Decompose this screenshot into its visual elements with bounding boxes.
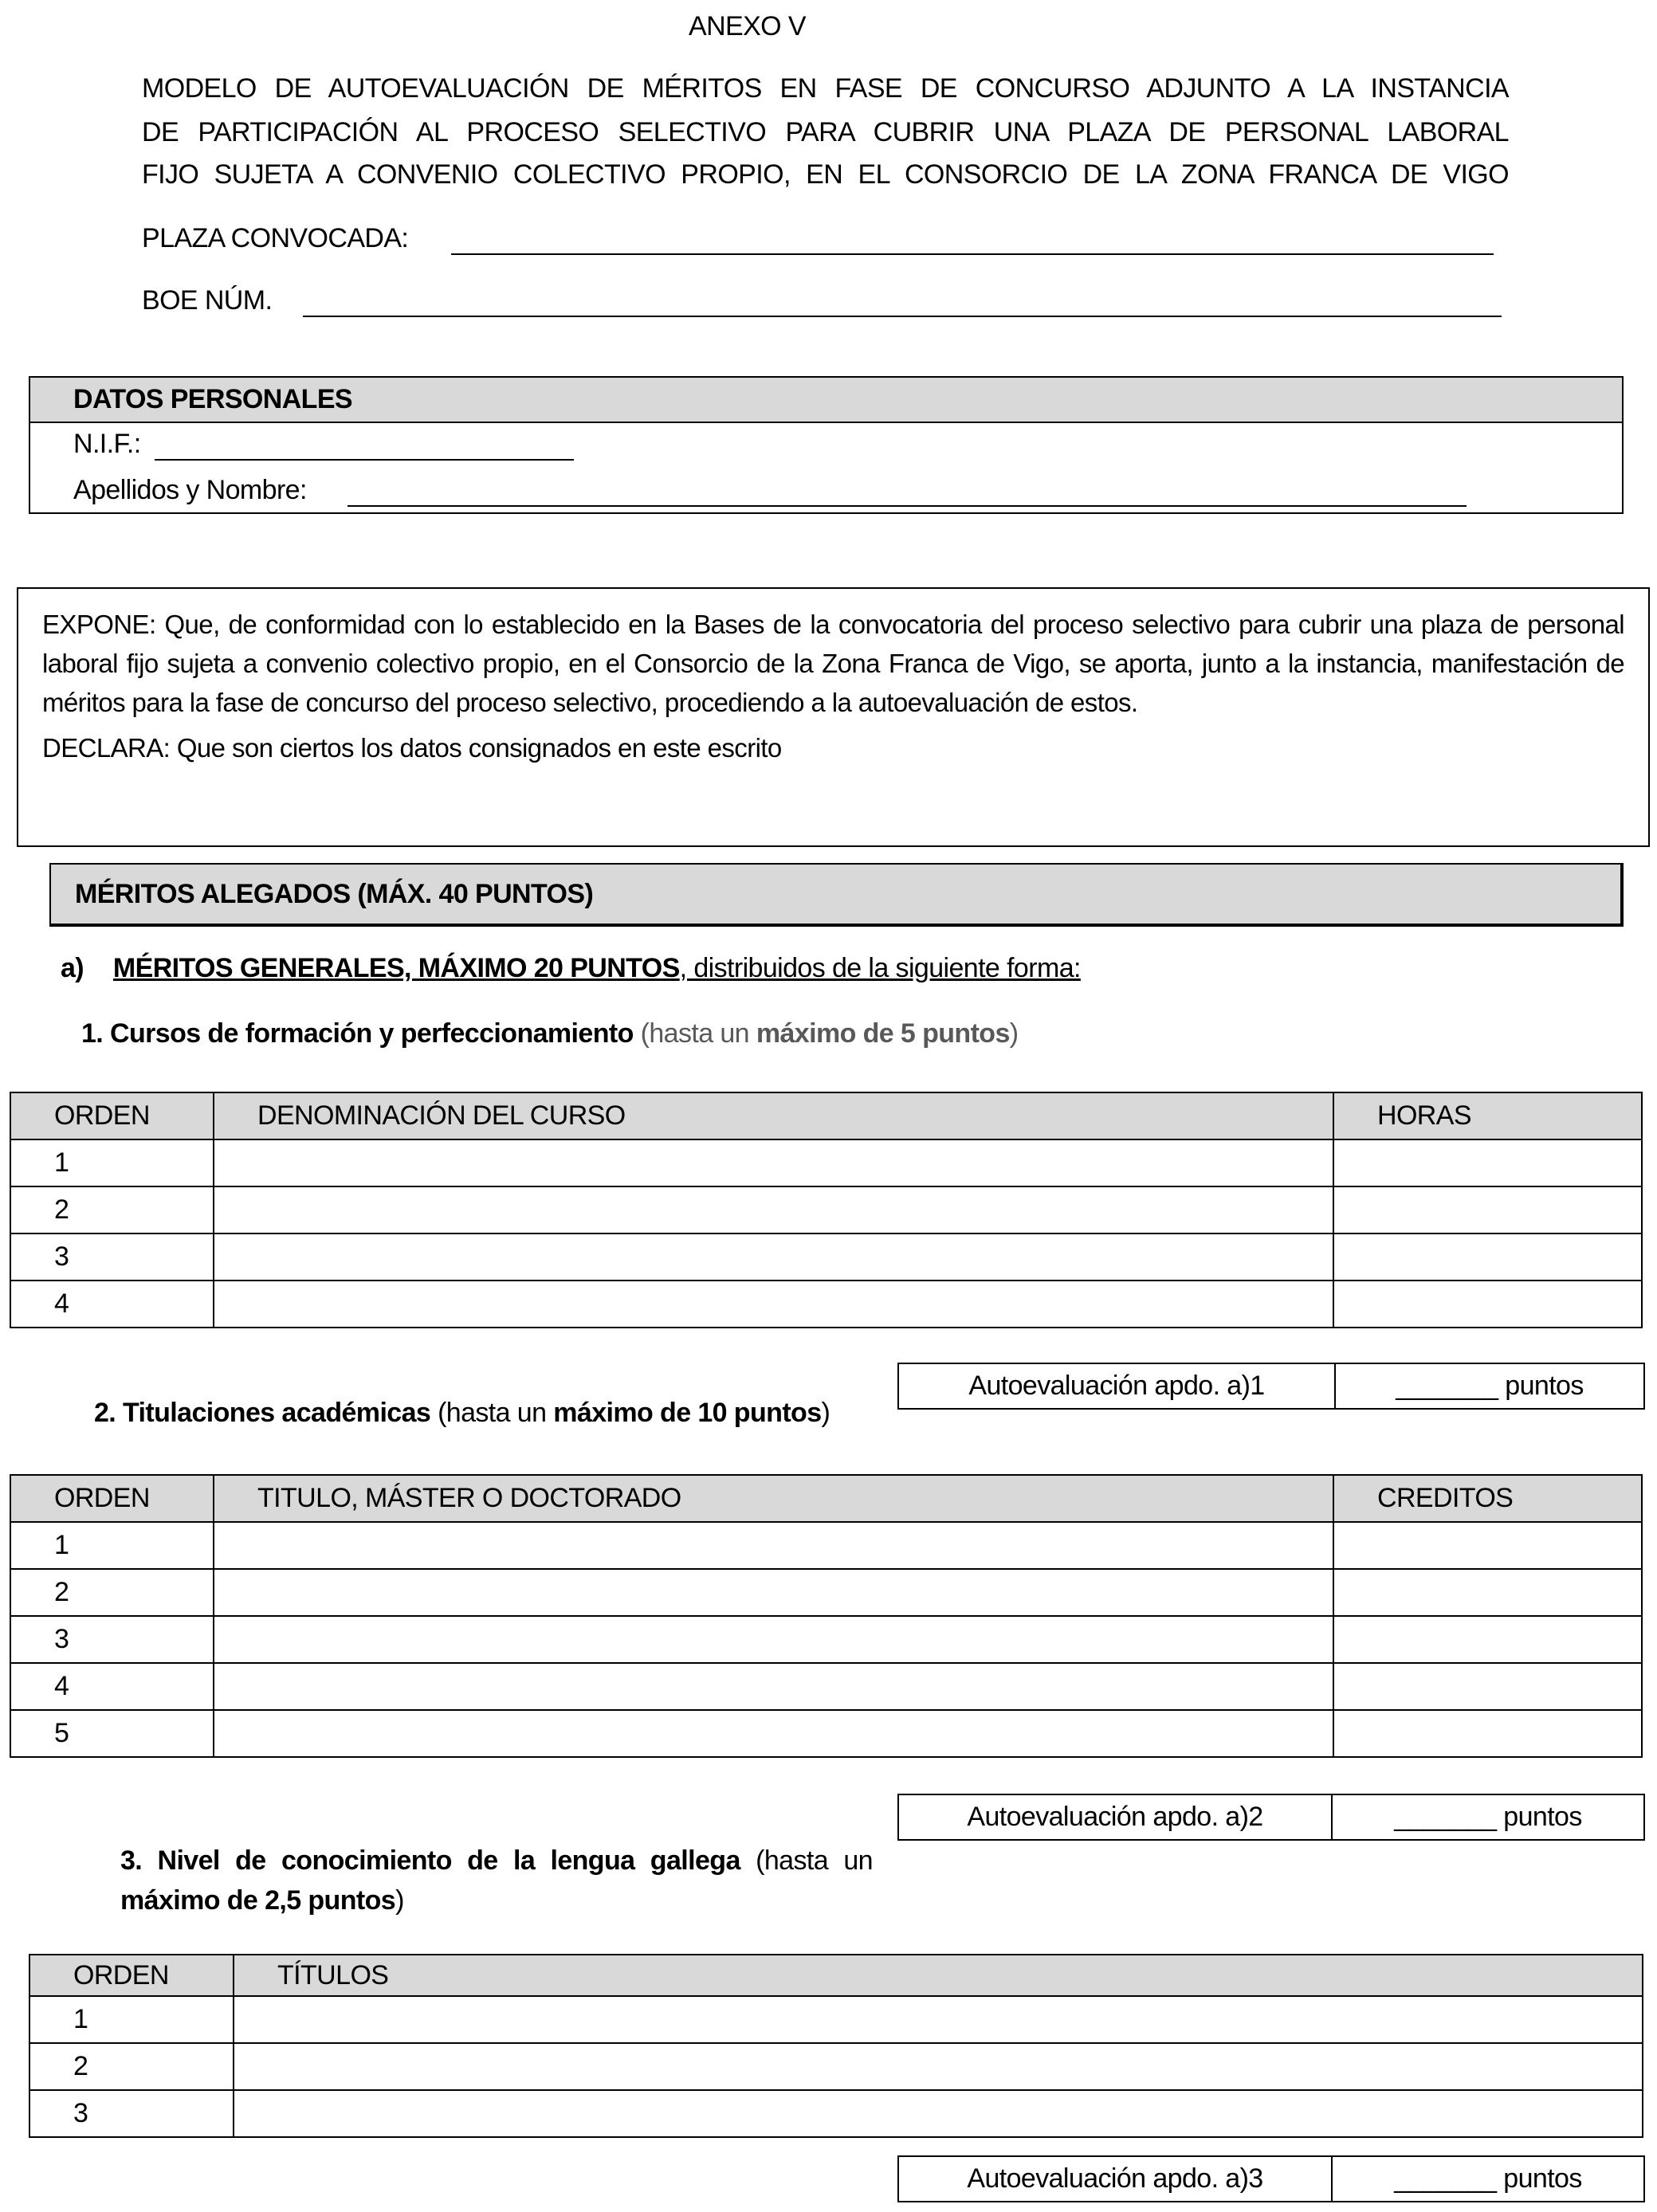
- s3-bold: máximo de 2,5 puntos: [120, 1885, 396, 1916]
- table-row: 3: [10, 1616, 1642, 1663]
- form-title-line-2: DE PARTICIPACIÓN AL PROCESO SELECTIVO PARA CUBRIR UNA PLAZA DE PERSONAL LABORAL: [142, 117, 1509, 147]
- th-titulos: TÍTULOS: [234, 1955, 1643, 1996]
- self-eval-a1-label: Autoevaluación apdo. a)1: [899, 1364, 1336, 1408]
- th-orden: ORDEN: [29, 1955, 234, 1996]
- th-horas: HORAS: [1333, 1092, 1642, 1139]
- form-title-line-1: MODELO DE AUTOEVALUACIÓN DE MÉRITOS EN FASE DE CONCURSO ADJUNTO A LA INSTANCIA: [142, 73, 1509, 104]
- th-orden: ORDEN: [10, 1092, 214, 1139]
- th-orden: ORDEN: [10, 1475, 214, 1522]
- self-eval-a1-value[interactable]: _______ puntos: [1396, 1371, 1584, 1401]
- merits-title: MÉRITOS ALEGADOS (MÁX. 40 PUNTOS): [49, 863, 1624, 927]
- s2-title: 2. Titulaciones académicas: [94, 1398, 431, 1428]
- table-row: 1: [10, 1522, 1642, 1569]
- s1-bold: máximo de 5 puntos: [756, 1018, 1010, 1049]
- name-field[interactable]: [347, 483, 1467, 507]
- declara-text: DECLARA: Que son ciertos los datos consignados en este escrito: [42, 733, 782, 763]
- table-row: 3: [10, 1233, 1642, 1281]
- s3-heading: [120, 1841, 873, 1920]
- table-row: 4: [10, 1663, 1642, 1710]
- table-row: 5: [10, 1710, 1642, 1757]
- s1-heading: [81, 1018, 1019, 1049]
- table-row: 2: [10, 1186, 1642, 1233]
- nif-label: N.I.F.:: [73, 429, 141, 459]
- section-a-marker: a): [61, 953, 84, 983]
- th-curso: DENOMINACIÓN DEL CURSO: [214, 1092, 1333, 1139]
- table-row: 1: [10, 1139, 1642, 1186]
- s1-title: 1. Cursos de formación y perfeccionamiento: [81, 1018, 634, 1049]
- self-eval-a3-value[interactable]: _______ puntos: [1394, 2163, 1582, 2194]
- s2-heading: [94, 1398, 830, 1429]
- self-eval-a2-value[interactable]: _______ puntos: [1394, 1802, 1582, 1832]
- self-eval-a3-label: Autoevaluación apdo. a)3: [899, 2157, 1333, 2201]
- courses-table: [10, 1092, 1643, 1328]
- expone-box: [17, 587, 1650, 847]
- table-row: 4: [10, 1281, 1642, 1328]
- self-eval-a2-label: Autoevaluación apdo. a)2: [899, 1795, 1333, 1839]
- section-a-heading: [61, 953, 1081, 984]
- plaza-label: PLAZA CONVOCADA:: [142, 223, 409, 253]
- self-eval-a3: [897, 2155, 1645, 2202]
- s3-p1: (hasta un: [740, 1845, 873, 1876]
- s3-title: 3. Nivel de conocimiento de la lengua gallega: [120, 1845, 740, 1876]
- s1-p1: (hasta un: [633, 1018, 756, 1049]
- table-row: 2: [10, 1569, 1642, 1616]
- personal-data-title: DATOS PERSONALES: [30, 378, 1622, 423]
- s2-bold: máximo de 10 puntos: [553, 1398, 822, 1428]
- nif-field[interactable]: [155, 437, 574, 461]
- form-title-line-3: FIJO SUJETA A CONVENIO COLECTIVO PROPIO, EN EL CONSORCIO DE LA ZONA FRANCA DE VIGO: [142, 159, 1509, 190]
- th-titulo: TITULO, MÁSTER O DOCTORADO: [214, 1475, 1333, 1522]
- plaza-field[interactable]: [451, 231, 1494, 255]
- s2-p2: ): [821, 1398, 830, 1428]
- table-row: 3: [29, 2090, 1643, 2137]
- degrees-table: [10, 1474, 1643, 1758]
- s2-p1: (hasta un: [430, 1398, 554, 1428]
- section-a-bold: MÉRITOS GENERALES, MÁXIMO 20 PUNTOS: [112, 953, 680, 983]
- section-a-rest: , distribuidos de la siguiente forma:: [679, 953, 1081, 983]
- annex-title: ANEXO V: [689, 11, 806, 41]
- th-creditos: CREDITOS: [1333, 1475, 1642, 1522]
- s3-p2: ): [395, 1885, 404, 1916]
- boe-field[interactable]: [303, 293, 1502, 317]
- table-row: 1: [29, 1996, 1643, 2043]
- s1-p2: ): [1009, 1018, 1019, 1049]
- self-eval-a2: [897, 1794, 1645, 1841]
- boe-label: BOE NÚM.: [142, 285, 273, 316]
- name-label: Apellidos y Nombre:: [73, 475, 307, 505]
- galician-table: [29, 1954, 1643, 2138]
- self-eval-a1: [897, 1363, 1645, 1410]
- expone-text: EXPONE: Que, de conformidad con lo establecido en la Bases de la convocatoria del proceso selectivo para cubrir una plaza de personal laboral fijo sujeta a convenio colectivo propio, en el Consorcio de la Zona Franca de Vigo, se aporta, junto a la instancia, manifestación de méritos para la fase de concurso del proceso selectivo, procediendo a la autoevaluación de estos.: [42, 610, 1624, 717]
- table-row: 2: [29, 2043, 1643, 2090]
